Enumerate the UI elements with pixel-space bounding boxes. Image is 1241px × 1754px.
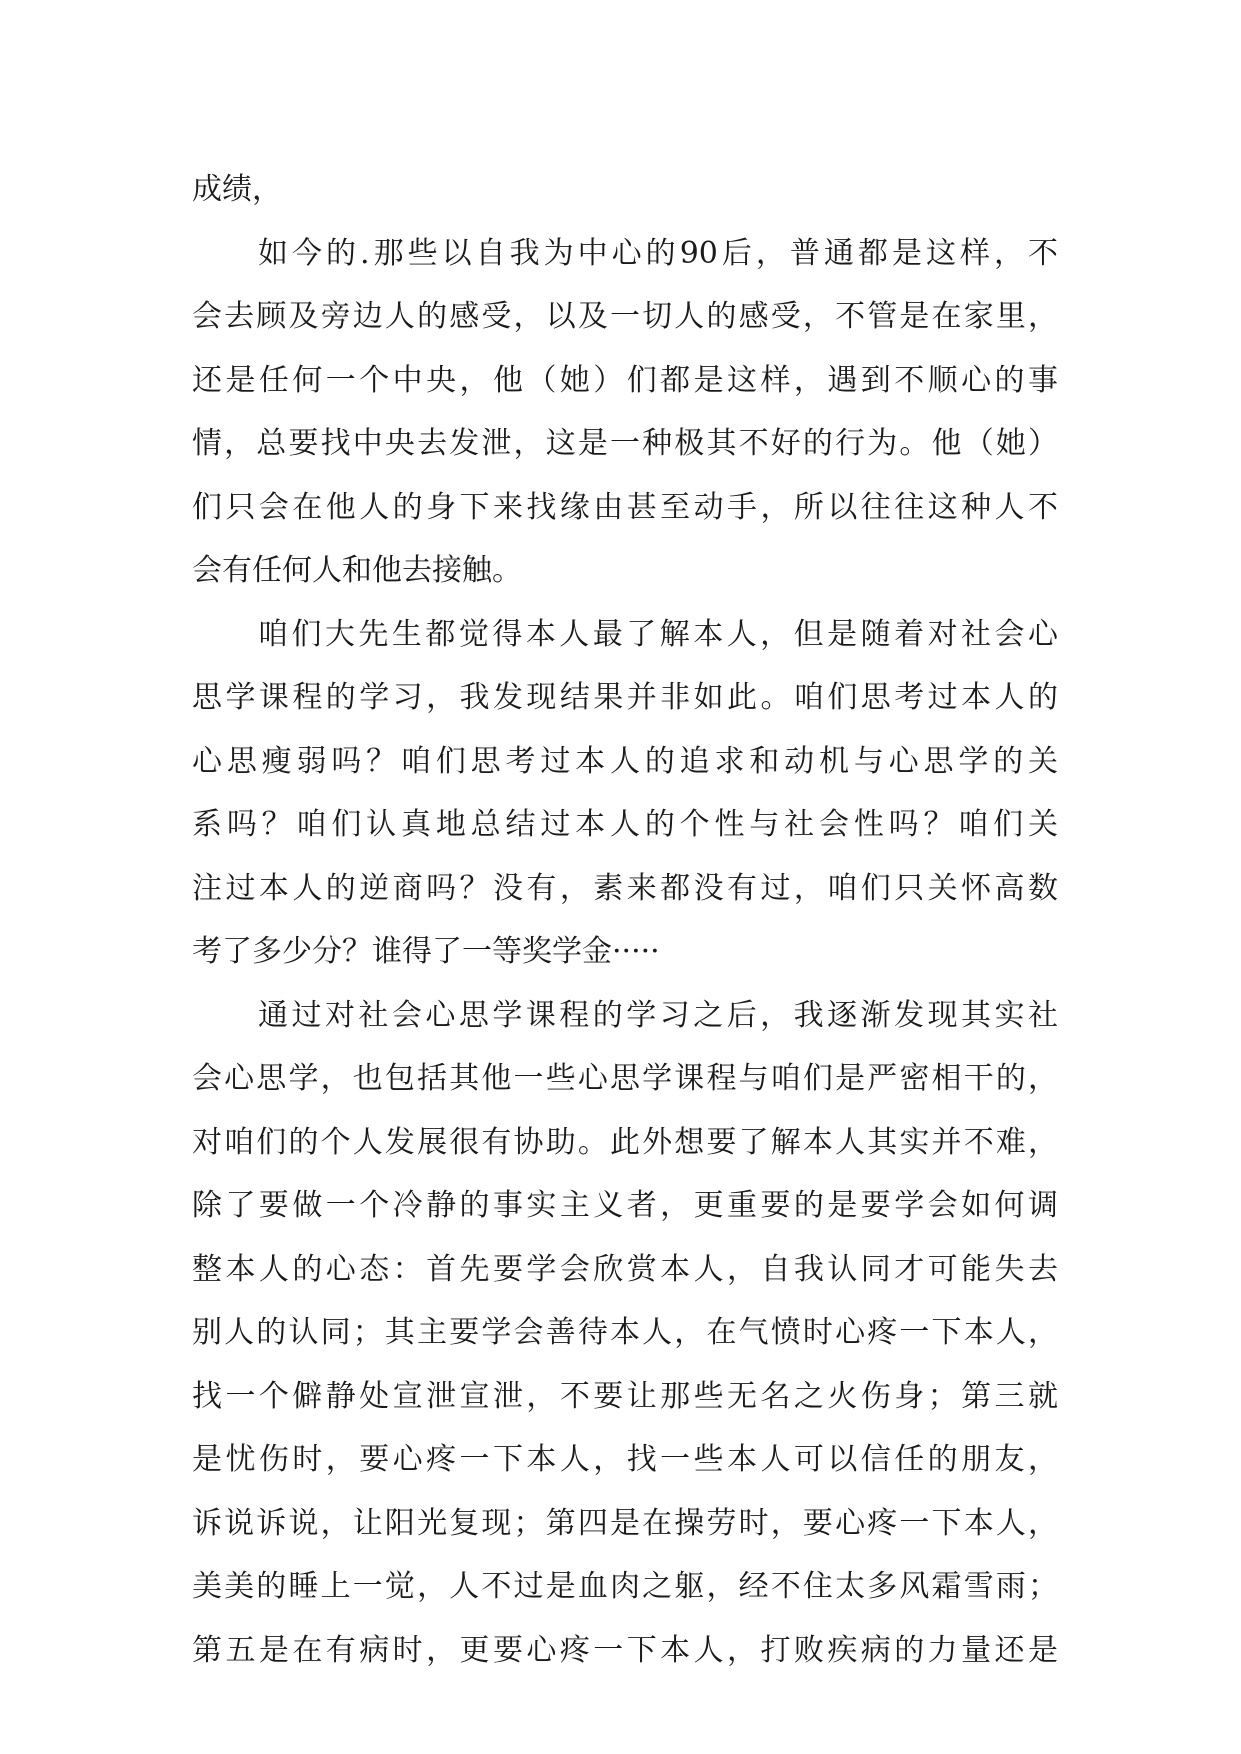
paragraph-first-line: 通过对社会心思学课程的学习之后，我逐渐发现其实社 [258,997,1058,1033]
text-line: 会有任何人和他去接触。 [192,553,522,588]
text-line: 整本人的心态：首先要学会欣赏本人，自我认同才可能失去 [192,1251,1058,1287]
text-line: 诉说诉说，让阳光复现；第四是在操劳时，要心疼一下本人， [192,1505,1058,1541]
text-line: 思学课程的学习，我发现结果并非如此。咱们思考过本人的 [192,680,1058,715]
text-line: 心思瘦弱吗？咱们思考过本人的追求和动机与心思学的关 [192,743,1058,779]
text-line: 成绩， [192,172,282,207]
text-line: 会心思学，也包括其他一些心思学课程与咱们是严密相干的， [192,1061,1058,1096]
text-line: 还是任何一个中央，他（她）们都是这样，遇到不顺心的事 [192,362,1058,398]
text-line: 考了多少分？谁得了一等奖学金····· [192,934,660,969]
text-line: 会去顾及旁边人的感受，以及一切人的感受，不管是在家里， [192,299,1058,334]
paragraph-first-line: 咱们大先生都觉得本人最了解本人，但是随着对社会心 [258,616,1058,652]
text-line: 找一个僻静处宣泄宣泄，不要让那些无名之火伤身；第三就 [192,1378,1058,1414]
text-line: 们只会在他人的身下来找缘由甚至动手，所以往往这种人不 [192,489,1058,525]
text-line: 注过本人的逆商吗？没有，素来都没有过，咱们只关怀高数 [192,870,1058,906]
text-line: 对咱们的个人发展很有协助。此外想要了解本人其实并不难， [192,1124,1058,1160]
document-body [192,158,1058,1682]
text-line: 系吗？咱们认真地总结过本人的个性与社会性吗？咱们关 [192,807,1058,842]
text-line: 是忧伤时，要心疼一下本人，找一些本人可以信任的朋友， [192,1442,1058,1477]
text-line: 情，总要找中央去发泄，这是一种极其不好的行为。他（她） [192,426,1058,461]
paragraph-first-line: 如今的.那些以自我为中心的90后，普通都是这样，不 [258,235,1058,271]
text-line: 美美的睡上一觉，人不过是血肉之躯，经不住太多风霜雪雨； [192,1569,1058,1604]
text-line: 除了要做一个冷静的事实主义者，更重要的是要学会如何调 [192,1188,1058,1223]
text-line: 别人的认同；其主要学会善待本人，在气愤时心疼一下本人， [192,1315,1058,1350]
text-line: 第五是在有病时，更要心疼一下本人，打败疾病的力量还是 [192,1632,1058,1668]
